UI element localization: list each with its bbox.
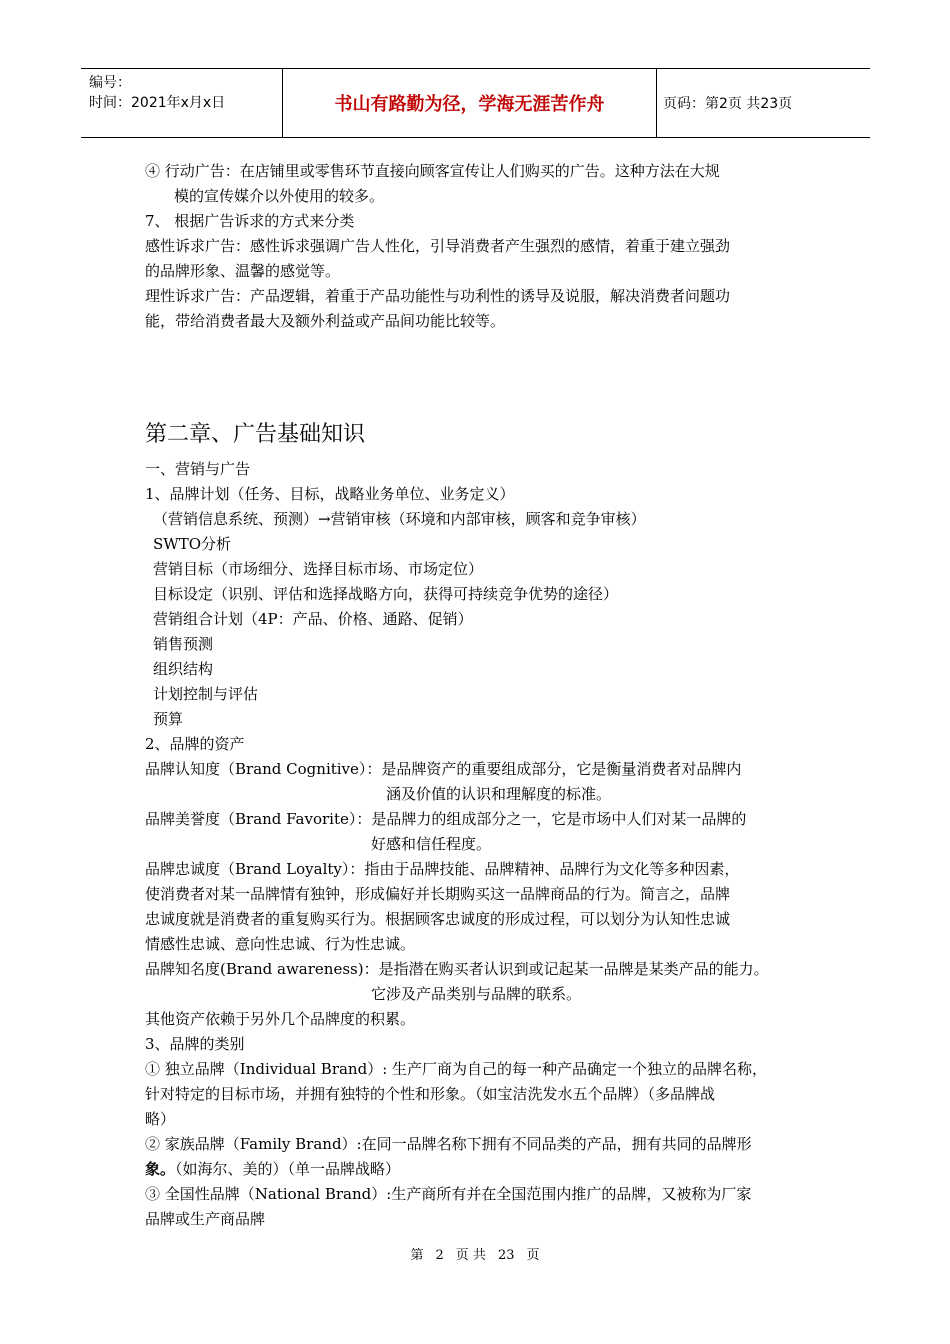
paragraph-line: 它涉及产品类别与品牌的联系。: [371, 985, 582, 1003]
list-item: 目标设定（识别、评估和选择战略方向，获得可持续竞争优势的途径）: [153, 585, 619, 603]
list-item: 销售预测: [153, 635, 214, 653]
list-item: 营销目标（市场细分、选择目标市场、市场定位）: [153, 560, 484, 578]
paragraph-line: 品牌忠诚度（Brand Loyalty）：指由于品牌技能、品牌精神、品牌行为文化等多种因素，: [145, 860, 740, 878]
paragraph-line: 的品牌形象、温馨的感觉等。: [145, 262, 341, 280]
list-item: 预算: [153, 710, 184, 728]
paragraph-line: 品牌或生产商品牌: [145, 1210, 266, 1228]
header-motto-cell: [283, 69, 657, 137]
section-heading: 2、品牌的资产: [145, 735, 245, 753]
paragraph-line: 情感性忠诚、意向性忠诚、行为性忠诚。: [145, 935, 416, 953]
list-item: 计划控制与评估: [153, 685, 259, 703]
chapter-title: 第二章、广告基础知识: [145, 422, 366, 447]
paragraph-line: 针对特定的目标市场，并拥有独特的个性和形象。（如宝洁洗发水五个品牌）（多品牌战: [145, 1085, 716, 1103]
paragraph-line: 品牌美誉度（Brand Favorite）：是品牌力的组成部分之一，它是市场中人们对某一品牌的: [145, 810, 747, 828]
section-heading: 一、营销与广告: [145, 460, 251, 478]
header-table: [81, 68, 870, 138]
paragraph-line: ③ 全国性品牌（National Brand）:生产商所有并在全国范围内推广的品牌，又被称为厂家: [145, 1185, 752, 1203]
paragraph-line: 略）: [145, 1110, 176, 1128]
list-item: 组织结构: [153, 660, 214, 678]
footer-page-number: 2: [435, 1248, 444, 1263]
paragraph-line: 涵及价值的认识和理解度的标准。: [386, 785, 612, 803]
footer-prefix: 第: [410, 1248, 424, 1263]
list-item: （营销信息系统、预测）→营销审核（环境和内部审核，顾客和竞争审核）: [153, 510, 646, 528]
header-page-info: 页码：第2页 共23页: [663, 96, 793, 112]
list-item: 营销组合计划（4P：产品、价格、通路、促销）: [153, 610, 473, 628]
paragraph-line: 品牌知名度(Brand awareness)：是指潜在购买者认识到或记起某一品牌是某类产品的能力。: [145, 960, 769, 978]
paragraph-line: ② 家族品牌（Family Brand）:在同一品牌名称下拥有不同品类的产品，拥有共同的品牌形: [145, 1135, 752, 1153]
paragraph-line: 能，带给消费者最大及额外利益或产品间功能比较等。: [145, 312, 506, 330]
header-motto: 书山有路勤为径，学海无涯苦作舟: [334, 94, 605, 115]
section-heading: 1、品牌计划（任务、目标，战略业务单位、业务定义）: [145, 485, 515, 503]
paragraph-line: 忠诚度就是消费者的重复购买行为。根据顾客忠诚度的形成过程，可以划分为认知性忠诚: [145, 910, 731, 928]
section-heading: 7、 根据广告诉求的方式来分类: [145, 212, 355, 230]
footer-mid: 页 共: [455, 1248, 486, 1263]
paragraph-line: 使消费者对某一品牌情有独钟，形成偏好并长期购买这一品牌商品的行为。简言之，品牌: [145, 885, 731, 903]
header-meta-cell: [81, 69, 283, 137]
paragraph-line: 其他资产依赖于另外几个品牌度的积累。: [145, 1010, 416, 1028]
list-item: SWTO分析: [153, 535, 231, 553]
paragraph-line: 感性诉求广告：感性诉求强调广告人性化，引导消费者产生强烈的感情，着重于建立强劲: [145, 237, 731, 255]
header-page-cell: [657, 69, 870, 137]
document-time-label: 时间：2021年x月x日: [89, 95, 226, 111]
footer-suffix: 页: [526, 1248, 540, 1263]
paragraph-line: ① 独立品牌（Individual Brand）: 生产厂商为自己的每一种产品确定一个独立的品牌名称，: [145, 1060, 768, 1078]
paragraph-line: 模的宣传媒介以外使用的较多。: [174, 187, 385, 205]
paragraph-line: ④ 行动广告：在店铺里或零售环节直接向顾客宣传让人们购买的广告。这种方法在大规: [145, 162, 720, 180]
section-heading: 3、品牌的类别: [145, 1035, 245, 1053]
paragraph-line: 品牌认知度（Brand Cognitive）：是品牌资产的重要组成部分，它是衡量消费者对品牌内: [145, 760, 742, 778]
paragraph-line: 好感和信任程度。: [371, 835, 492, 853]
document-number-label: 编号：: [89, 75, 131, 91]
paragraph-line: 理性诉求广告：产品逻辑，着重于产品功能性与功利性的诱导及说服，解决消费者问题功: [145, 287, 731, 305]
inline-text: （如海尔、美的）（单一品牌战略）: [175, 1160, 401, 1178]
bold-text: 象。: [145, 1160, 176, 1178]
paragraph-line: [145, 1158, 400, 1180]
footer-total-pages: 23: [497, 1248, 515, 1263]
page-footer: [0, 1246, 950, 1266]
